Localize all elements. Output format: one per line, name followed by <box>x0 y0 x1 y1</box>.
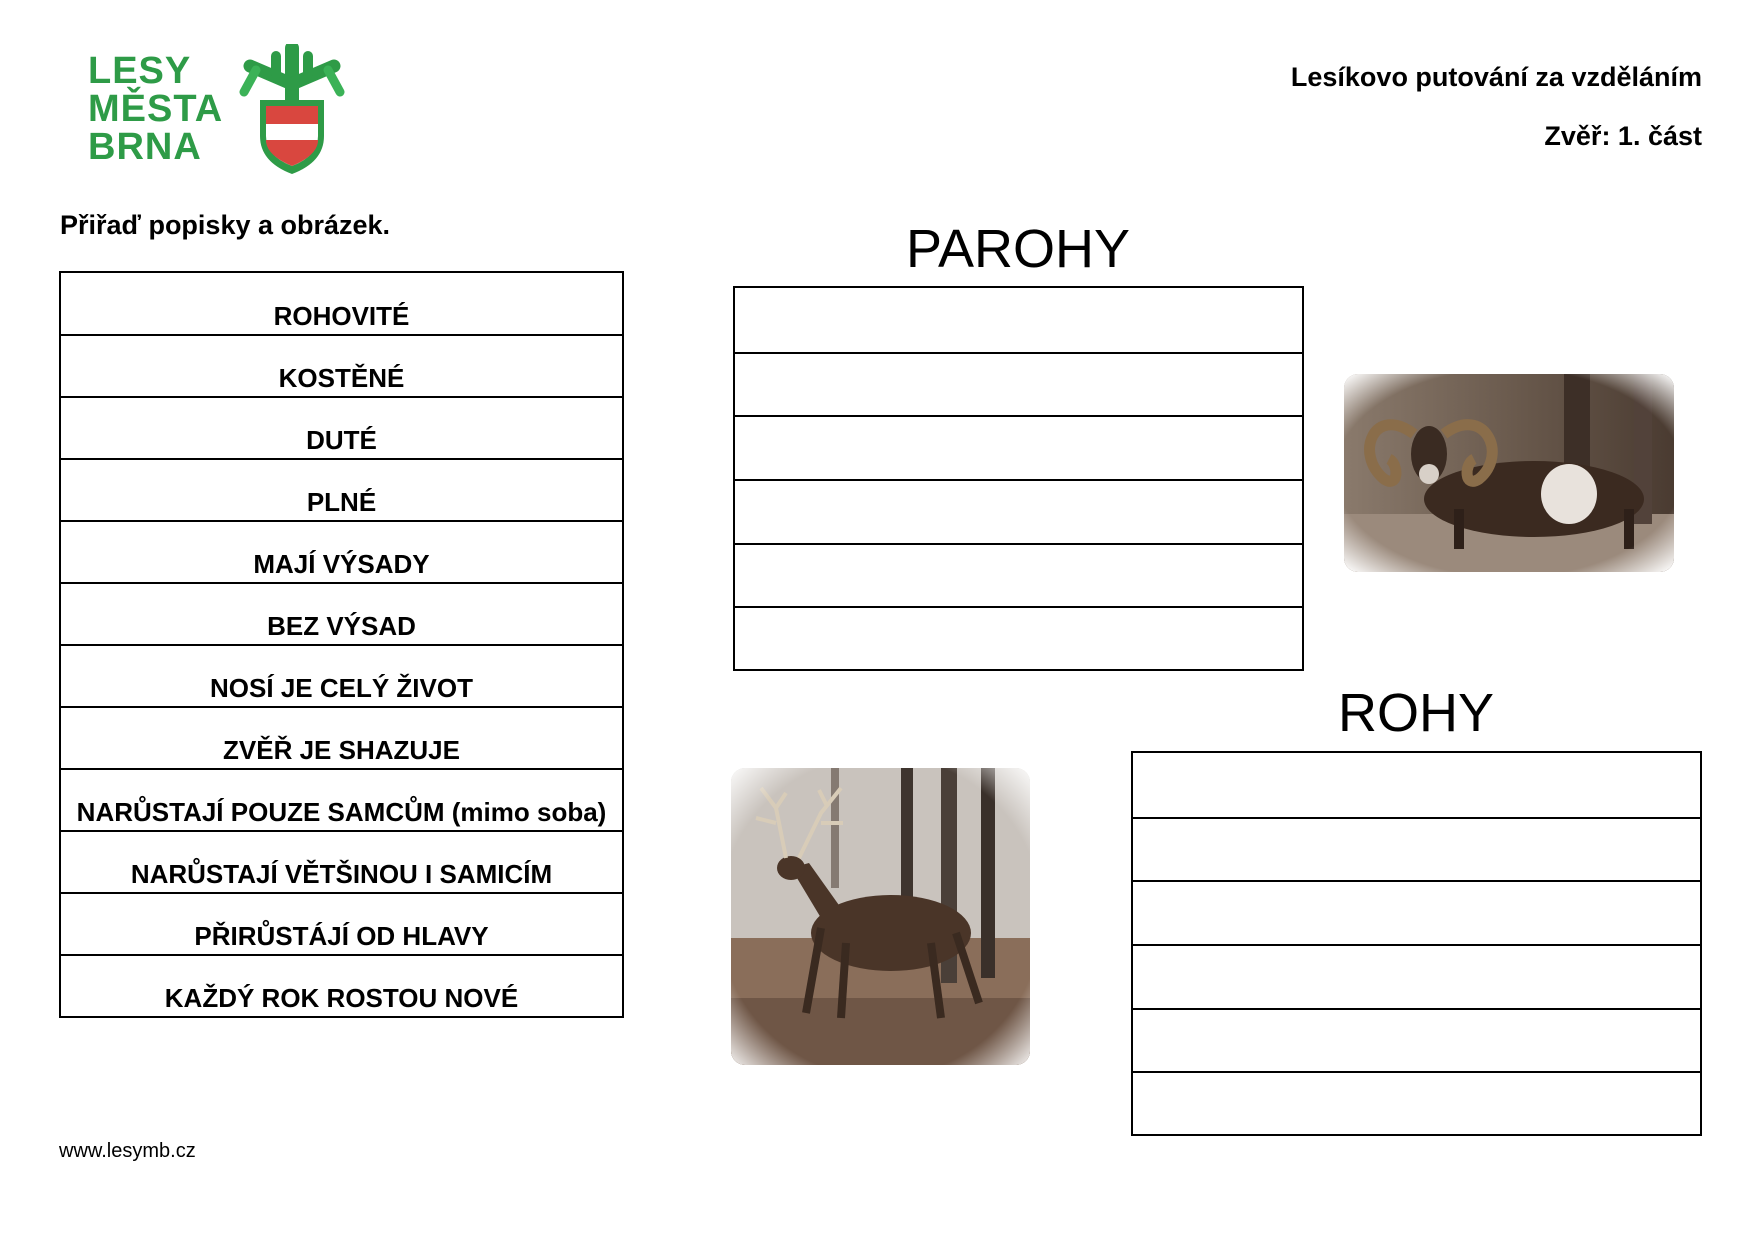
answer-box-rohy <box>1131 751 1702 1136</box>
answer-box-parohy <box>733 286 1304 671</box>
answer-row[interactable] <box>735 543 1302 607</box>
answer-row[interactable] <box>1133 944 1700 1008</box>
section-title-rohy: ROHY <box>1337 683 1494 743</box>
document-title: Lesíkovo putování za vzděláním <box>1290 62 1702 92</box>
mouflon-photo <box>1344 374 1674 572</box>
answer-row[interactable] <box>1133 880 1700 944</box>
answer-row[interactable] <box>1133 1071 1700 1135</box>
answer-row[interactable] <box>735 415 1302 479</box>
label-cell[interactable]: DUTÉ <box>61 396 622 458</box>
answer-row[interactable] <box>1133 817 1700 881</box>
logo-shield-icon <box>236 44 348 176</box>
label-cell[interactable]: MAJÍ VÝSADY <box>61 520 622 582</box>
labels-table <box>59 271 624 1018</box>
label-cell[interactable]: PLNÉ <box>61 458 622 520</box>
label-cell[interactable]: ROHOVITÉ <box>273 301 410 331</box>
logo-line: MĚSTA <box>88 88 224 130</box>
answer-row[interactable] <box>735 479 1302 543</box>
sika-deer-photo <box>731 768 1030 1065</box>
label-cell[interactable]: ZVĚŘ JE SHAZUJE <box>61 706 622 768</box>
label-cell[interactable]: KAŽDÝ ROK ROSTOU NOVÉ <box>61 954 622 1016</box>
section-title-parohy: PAROHY <box>905 219 1131 279</box>
label-cell[interactable]: BEZ VÝSAD <box>61 582 622 644</box>
answer-row[interactable] <box>735 606 1302 670</box>
footer-url: www.lesymb.cz <box>59 1140 196 1162</box>
logo-line: LESY <box>88 50 192 92</box>
label-cell[interactable]: KOSTĚNÉ <box>61 334 622 396</box>
answer-row[interactable] <box>1133 753 1700 817</box>
label-cell[interactable]: NOSÍ JE CELÝ ŽIVOT <box>61 644 622 706</box>
label-cell[interactable]: NARŮSTAJÍ VĚTŠINOU I SAMICÍM <box>61 830 622 892</box>
label-cell[interactable]: NARŮSTAJÍ POUZE SAMCŮM (mimo soba) <box>61 768 622 830</box>
instruction-text: Přiřaď popisky a obrázek. <box>60 210 391 240</box>
answer-row[interactable] <box>735 352 1302 416</box>
document-part: Zvěř: 1. část <box>1544 121 1702 151</box>
answer-row[interactable] <box>1133 1008 1700 1072</box>
answer-row[interactable] <box>735 288 1302 352</box>
label-cell[interactable]: PŘIRŮSTÁJÍ OD HLAVY <box>61 892 622 954</box>
logo-line: BRNA <box>88 126 202 168</box>
logo-text <box>88 52 258 166</box>
